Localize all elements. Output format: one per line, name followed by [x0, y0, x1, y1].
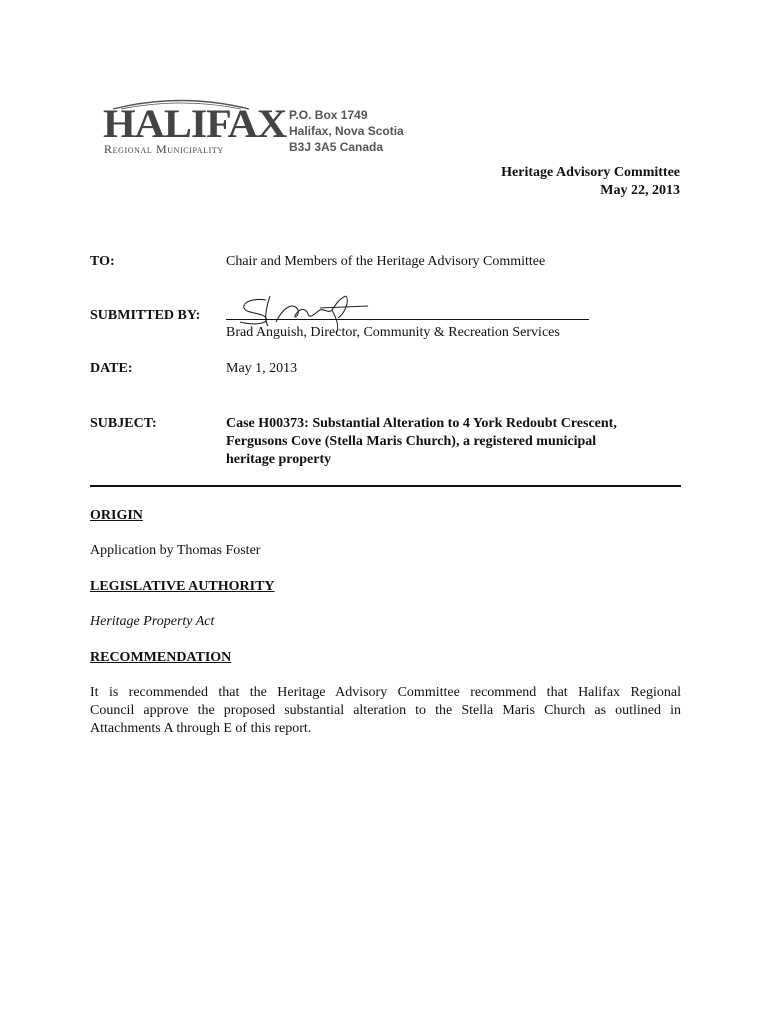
halifax-logo	[103, 98, 287, 160]
submitted-by-label: SUBMITTED BY:	[90, 308, 201, 323]
origin-heading: ORIGIN	[90, 508, 143, 523]
date-value: May 1, 2013	[226, 361, 298, 376]
origin-text: Application by Thomas Foster	[90, 543, 261, 558]
subject-label: SUBJECT:	[90, 416, 157, 431]
legislative-authority-heading: LEGISLATIVE AUTHORITY	[90, 579, 275, 594]
recommendation-line-3: Attachments A through E of this report.	[90, 721, 312, 736]
subject-line-1: Case H00373: Substantial Alteration to 4 York Redoubt Crescent,	[226, 416, 617, 431]
recommendation-line-1: It is recommended that the Heritage Advisory Committee recommend that Halifax Regional	[90, 685, 681, 700]
signature-line	[226, 319, 589, 320]
address-line-3: B3J 3A5 Canada	[289, 140, 384, 154]
to-value: Chair and Members of the Heritage Advisory Committee	[226, 254, 546, 269]
recommendation-heading: RECOMMENDATION	[90, 650, 232, 665]
subject-line-3: heritage property	[226, 452, 332, 467]
to-label: TO:	[90, 254, 115, 269]
address-line-2: Halifax, Nova Scotia	[289, 124, 404, 138]
address-line-1: P.O. Box 1749	[289, 108, 368, 122]
meeting-date: May 22, 2013	[600, 183, 680, 198]
submitted-by-value: Brad Anguish, Director, Community & Recreation Services	[226, 325, 560, 340]
logo-subtitle: Regional Municipality	[104, 142, 224, 156]
section-divider	[90, 485, 681, 487]
logo-wordmark: HALIFAX	[103, 101, 287, 146]
recommendation-line-2: Council approve the proposed substantial alteration to the Stella Maris Church as outlined in	[90, 703, 681, 718]
committee-name: Heritage Advisory Committee	[501, 165, 680, 180]
meeting-header	[501, 164, 680, 200]
legislative-authority-text: Heritage Property Act	[90, 614, 215, 629]
date-label: DATE:	[90, 361, 133, 376]
mailing-address	[289, 107, 404, 155]
subject-line-2: Fergusons Cove (Stella Maris Church), a registered municipal	[226, 434, 597, 449]
